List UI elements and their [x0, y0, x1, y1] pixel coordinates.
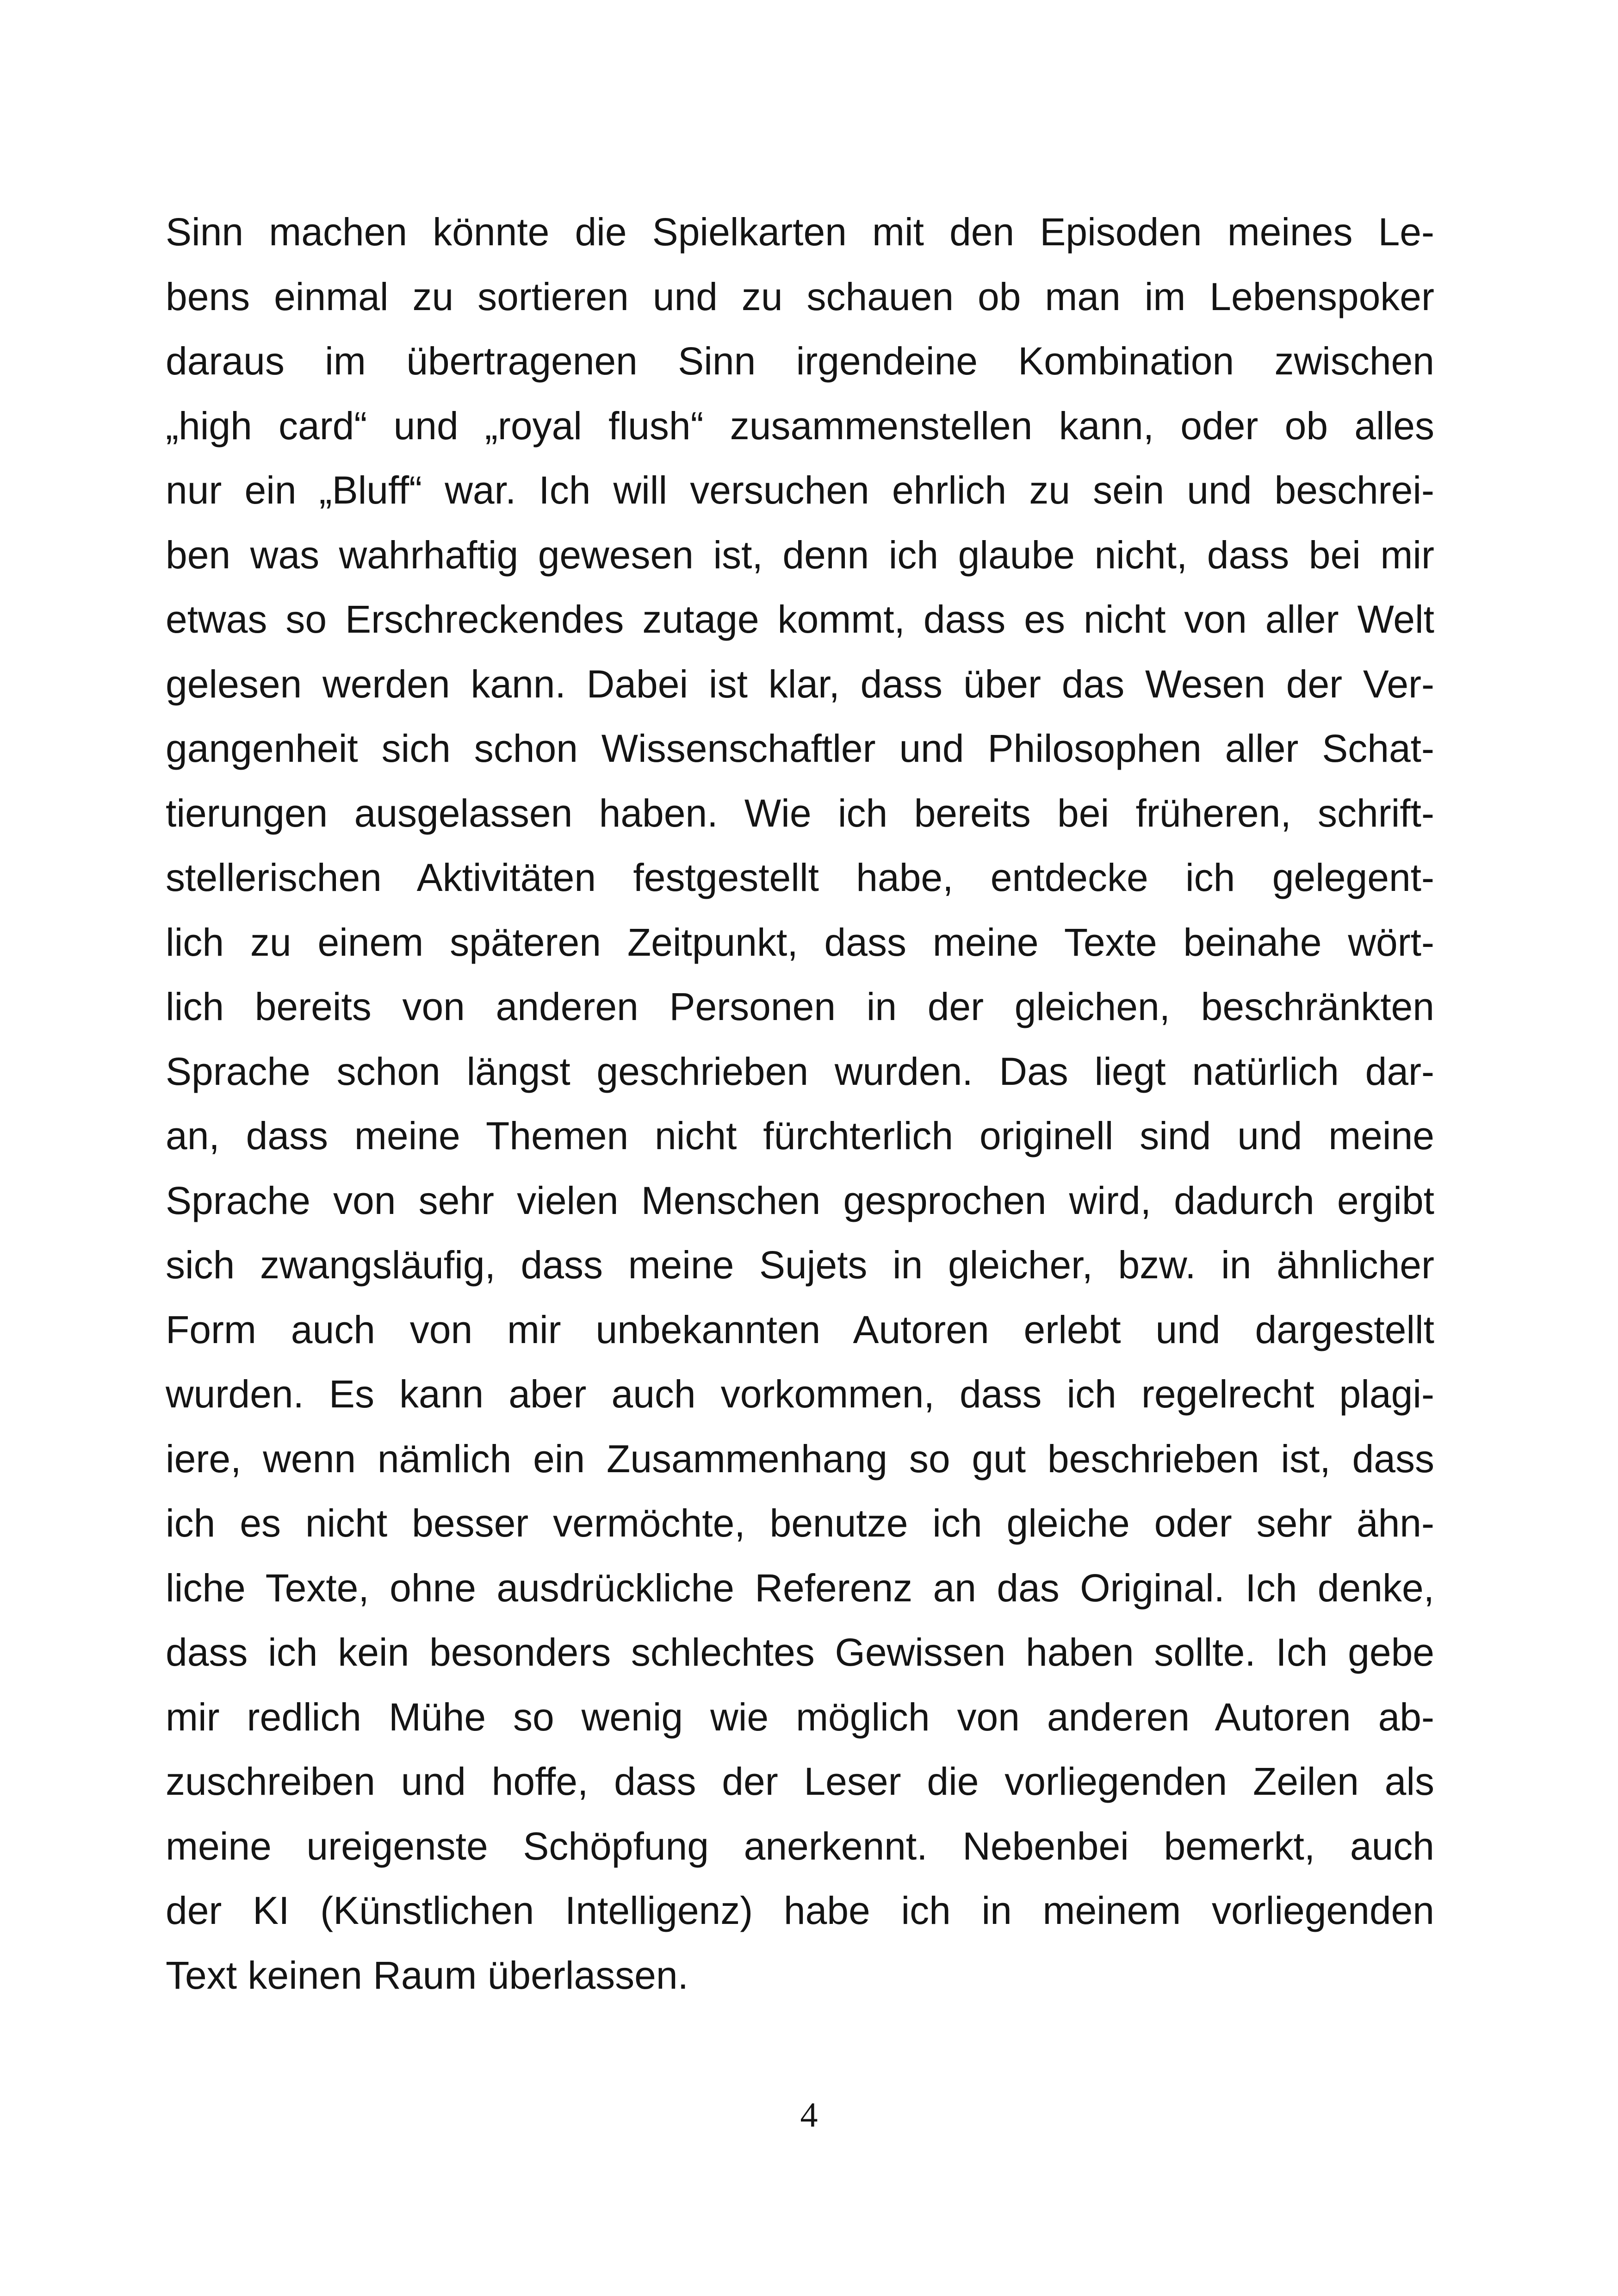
text-line: sich zwangsläufig, dass meine Sujets in gleicher, bzw. in ähnlicher — [166, 1243, 1434, 1287]
text-line: stellerischen Aktivitäten festgestellt habe, entdecke ich gelegent- — [166, 856, 1434, 899]
text-line: meine ureigenste Schöpfung anerkennt. Nebenbei bemerkt, auch — [166, 1824, 1434, 1868]
body-paragraph — [166, 200, 1434, 2008]
text-line: lich bereits von anderen Personen in der gleichen, beschränkten — [166, 985, 1434, 1028]
text-line: lich zu einem späteren Zeitpunkt, dass meine Texte beinahe wört- — [166, 920, 1434, 964]
text-line: Form auch von mir unbekannten Autoren erlebt und dargestellt — [166, 1307, 1434, 1351]
text-line: daraus im übertragenen Sinn irgendeine Kombination zwischen — [166, 339, 1434, 383]
text-line: zuschreiben und hoffe, dass der Leser die vorliegenden Zeilen als — [166, 1760, 1434, 1803]
text-line: der KI (Künstlichen Intelligenz) habe ich in meinem vorliegenden — [166, 1889, 1434, 1932]
text-line: Text keinen Raum überlassen. — [166, 1953, 688, 1997]
text-line: Sprache schon längst geschrieben wurden. Das liegt natürlich dar- — [166, 1049, 1434, 1093]
text-line: ben was wahrhaftig gewesen ist, denn ich glaube nicht, dass bei mir — [166, 533, 1434, 577]
text-line: an, dass meine Themen nicht fürchterlich originell sind und meine — [166, 1114, 1434, 1157]
text-line: mir redlich Mühe so wenig wie möglich von anderen Autoren ab- — [166, 1695, 1434, 1739]
text-line: „high card“ und „royal flush“ zusammenstellen kann, oder ob alles — [166, 404, 1434, 448]
text-line: iere, wenn nämlich ein Zusammenhang so gut beschrieben ist, dass — [166, 1437, 1434, 1481]
text-line: liche Texte, ohne ausdrückliche Referenz an das Original. Ich denke, — [166, 1566, 1434, 1610]
text-line: dass ich kein besonders schlechtes Gewissen haben sollte. Ich gebe — [166, 1630, 1434, 1674]
text-line: Sinn machen könnte die Spielkarten mit den Episoden meines Le- — [166, 210, 1434, 254]
text-line: Sprache von sehr vielen Menschen gesprochen wird, dadurch ergibt — [166, 1178, 1434, 1222]
text-line: bens einmal zu sortieren und zu schauen ob man im Lebenspoker — [166, 274, 1434, 318]
text-line: gangenheit sich schon Wissenschaftler und Philosophen aller Schat- — [166, 727, 1434, 770]
text-line: gelesen werden kann. Dabei ist klar, dass über das Wesen der Ver- — [166, 662, 1434, 706]
page-number: 4 — [800, 2096, 818, 2134]
text-line: etwas so Erschreckendes zutage kommt, dass es nicht von aller Welt — [166, 597, 1434, 641]
text-line: ich es nicht besser vermöchte, benutze ich gleiche oder sehr ähn- — [166, 1501, 1434, 1545]
text-line: tierungen ausgelassen haben. Wie ich bereits bei früheren, schrift- — [166, 791, 1434, 835]
text-line: wurden. Es kann aber auch vorkommen, dass ich regelrecht plagi- — [166, 1372, 1434, 1416]
text-line: nur ein „Bluff“ war. Ich will versuchen ehrlich zu sein und beschrei- — [166, 468, 1434, 512]
